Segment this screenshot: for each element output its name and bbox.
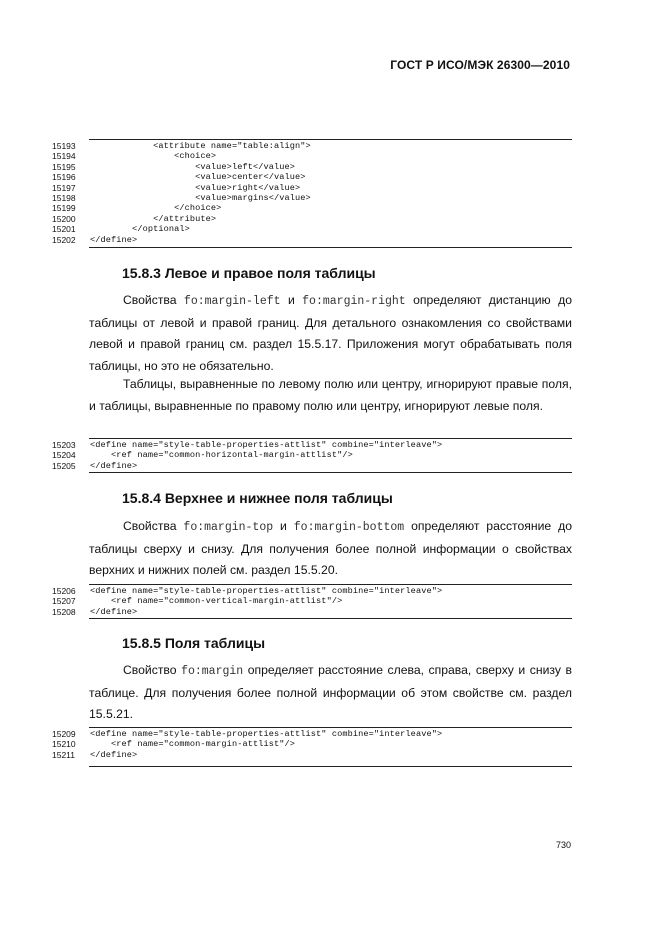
section-heading: 15.8.3 Левое и правое поля таблицы <box>122 265 376 281</box>
code-text: <value>left</value> <box>90 161 296 172</box>
code-text: <attribute name="table:align"> <box>90 141 311 151</box>
code-block <box>0 139 661 251</box>
code-text: <ref name="common-horizontal-margin-attlist"/> <box>90 450 353 461</box>
line-number: 15209 <box>52 729 76 739</box>
paragraph: Свойство fo:margin определяет расстояние слева, справа, сверху и снизу в таблице. Для получения более полной информации об этом свойстве см. раздел 15.5.21. <box>89 663 572 722</box>
code-text: </define> <box>90 460 138 471</box>
section-heading: 15.8.5 Поля таблицы <box>122 635 266 651</box>
line-number: 15208 <box>52 606 76 617</box>
code-line <box>0 596 661 606</box>
code-text: <value>right</value> <box>90 182 301 193</box>
paragraph: Таблицы, выравненные по левому полю или центру, игнорируют правые поля, и таблицы, выравненные по правому полю или центру, игнорируют левые поля. <box>89 377 572 413</box>
code-text: <ref name="common-margin-attlist"/> <box>90 739 296 750</box>
line-number: 15195 <box>52 161 76 172</box>
code-line <box>0 141 661 151</box>
line-number: 15196 <box>52 172 76 183</box>
code-line <box>0 586 661 596</box>
code-block <box>0 584 661 620</box>
code-line <box>0 224 661 234</box>
document-header: ГОСТ Р ИСО/МЭК 26300—2010 <box>390 58 570 72</box>
code-inline: fo:margin-left <box>183 295 281 308</box>
line-number: 15200 <box>52 213 76 224</box>
code-text: <value>margins</value> <box>90 193 311 203</box>
line-number: 15211 <box>52 749 76 760</box>
code-line <box>0 203 661 213</box>
code-text: </define> <box>90 606 138 617</box>
code-text: </define> <box>90 234 138 245</box>
code-inline: fo:margin-bottom <box>293 521 405 534</box>
line-number: 15197 <box>52 182 76 193</box>
line-number: 15202 <box>52 234 76 245</box>
code-text: </attribute> <box>90 213 217 224</box>
line-number: 15199 <box>52 203 76 214</box>
code-line <box>0 162 661 172</box>
code-text: <define name="style-table-properties-attlist" combine="interleave"> <box>90 729 443 739</box>
code-line <box>0 193 661 203</box>
code-text: <value>center</value> <box>90 172 306 183</box>
code-text: <choice> <box>90 151 217 162</box>
code-line <box>0 607 661 617</box>
line-number: 15194 <box>52 151 76 162</box>
code-line <box>0 750 661 760</box>
code-line <box>0 739 661 749</box>
code-line <box>0 440 661 450</box>
line-number: 15206 <box>52 586 76 596</box>
code-text: <define name="style-table-properties-attlist" combine="interleave"> <box>90 586 443 596</box>
code-line <box>0 461 661 471</box>
line-number: 15193 <box>52 141 76 151</box>
code-text: <define name="style-table-properties-attlist" combine="interleave"> <box>90 440 443 450</box>
code-line <box>0 183 661 193</box>
code-inline: fo:margin-right <box>302 295 406 308</box>
page-number: 730 <box>556 840 572 850</box>
code-block <box>0 727 661 769</box>
line-number: 15210 <box>52 739 76 750</box>
section-heading: 15.8.4 Верхнее и нижнее поля таблицы <box>122 490 393 506</box>
code-text: </choice> <box>90 203 222 214</box>
paragraph: Свойства fo:margin-left и fo:margin-right определяют дистанцию до таблицы от левой и правой границ. Для детального ознакомления со свойствами левой и правой границ см. раздел 15.5.17. Приложения могут обрабатывать поля таблицы, но это не обязательно. <box>89 293 572 373</box>
line-number: 15204 <box>52 450 76 461</box>
code-block <box>0 438 661 474</box>
line-number: 15207 <box>52 596 76 607</box>
code-line <box>0 235 661 245</box>
code-line <box>0 450 661 460</box>
code-text: <ref name="common-vertical-margin-attlist"/> <box>90 596 343 607</box>
code-line <box>0 172 661 182</box>
line-number: 15201 <box>52 224 76 235</box>
code-text: </optional> <box>90 224 190 235</box>
code-line <box>0 214 661 224</box>
code-line <box>0 729 661 739</box>
paragraph: Свойства fo:margin-top и fo:margin-bottom определяют расстояние до таблицы сверху и снизу. Для получения более полной информации о свойствах верхних и нижних полей см. раздел 15.5.20. <box>89 519 572 578</box>
code-line <box>0 151 661 161</box>
code-inline: fo:margin-top <box>183 521 274 534</box>
code-text: </define> <box>90 749 138 760</box>
line-number: 15198 <box>52 193 76 203</box>
line-number: 15203 <box>52 440 76 450</box>
line-number: 15205 <box>52 460 76 471</box>
code-inline: fo:margin <box>181 665 244 678</box>
